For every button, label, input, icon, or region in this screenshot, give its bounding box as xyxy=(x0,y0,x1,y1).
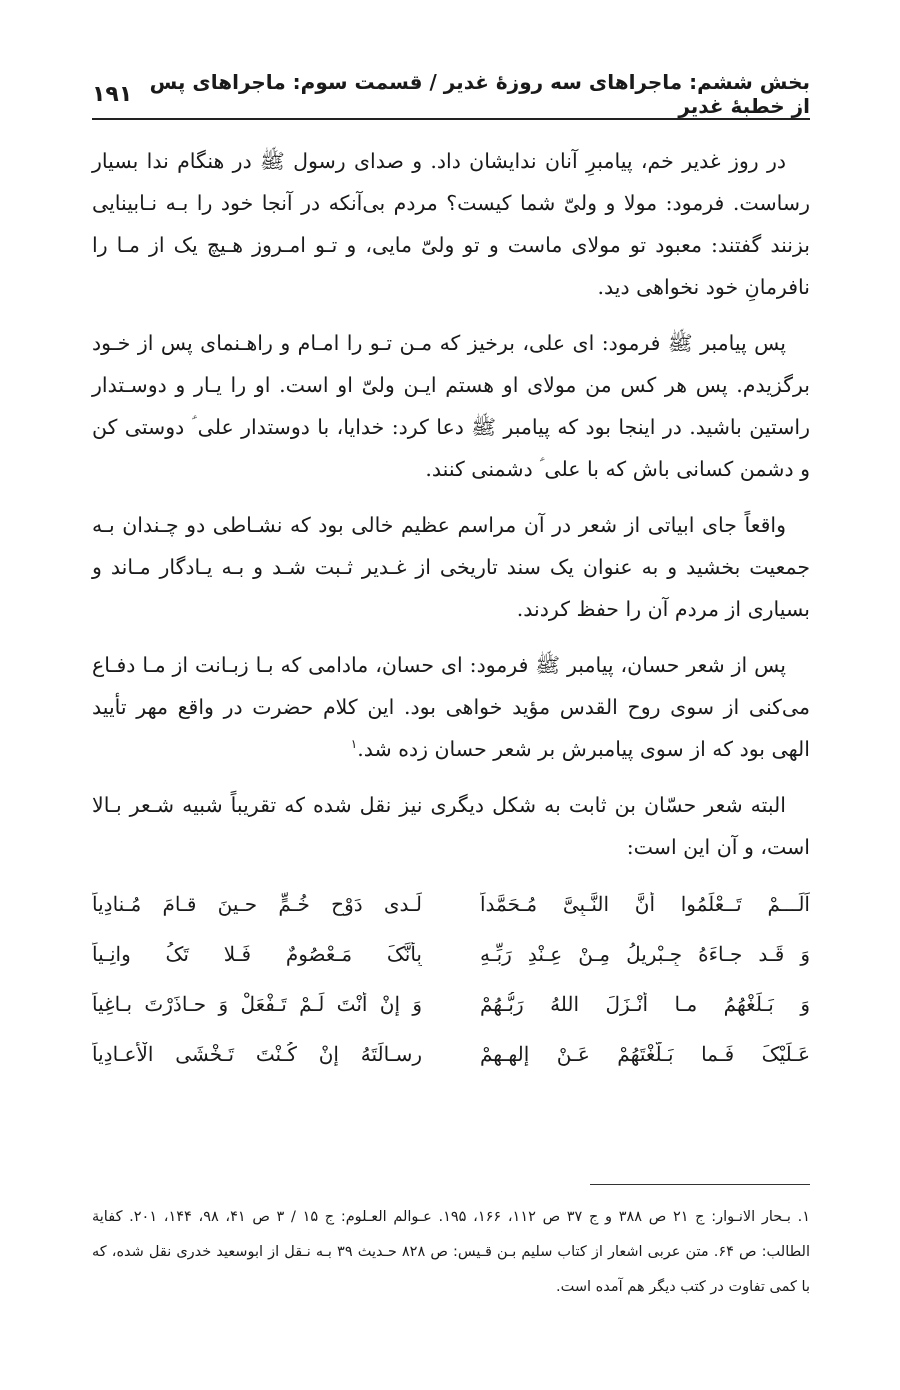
poem-verse xyxy=(92,882,810,926)
hemistich-right: عَـلَیْکَ فَـما بَـلَّغْتَهُمْ عَـنْ إِلهِـهِمْ xyxy=(480,1042,810,1066)
poem-verse xyxy=(92,932,810,976)
hemistich-left: رِسـالَتَهُ إِنْ کُـنْتَ تَـخْشَی الْأَعـادِیاً xyxy=(92,1042,422,1066)
paragraph: پس پیامبر ﷺ فرمود: ای علی، برخیز که مـن تـو را امـام و راهـنمای پس از خـود برگزیدم. پس هر کس من مولای او هستم ایـن ولیّ او است. او را یـار و دوسـتدار راستین باشید. در اینجا بود که پیامبر ﷺ دعا کرد: خدایا، با دوستدار علی ؑ دوستی کن و دشمن کسانی باش که با علی ؑ دشمنی کنند. xyxy=(92,331,810,481)
body-text xyxy=(92,140,810,1076)
hemistich-right: اَلَـــمْ تَــعْلَمُوا أَنَّ النَّـبِیَّ مُـحَمَّداً xyxy=(480,892,810,916)
footnote-marker: ۱ xyxy=(350,737,358,752)
poem-verse xyxy=(92,1032,810,1076)
page xyxy=(92,0,810,1390)
hemistich-left: لَـدی دَوْحِ خُـمٍّ حـینَ قـامَ مُـنادِیاً xyxy=(92,892,422,916)
hemistich-left: وَ إِنْ أَنْتَ لَـمْ تَـفْعَلْ وَ حـاذَرْتَ بـاغِیاً xyxy=(92,992,422,1016)
running-header xyxy=(92,70,810,118)
hemistich-left: بِأَنَّکَ مَـعْصُومٌ فَـلا تَکُ وانِـیاً xyxy=(92,942,422,966)
footnote: ۱. بـحار الانـوار: ج ۲۱ ص ۳۸۸ و ج ۳۷ ص ۱۱۲، ۱۶۶، ۱۹۵. عـوالم العـلوم: ج ۱۵ / ۳ ص ۴۱، ۹۸، ۱۴۴، ۲۰۱. کفایة الطالب: ص ۶۴. متن عربی اشعار از کتاب سلیم بـن قـیس: ص ۸۲۸ حـدیث ۳۹ بـه نـقل از ابوسعید خدری نقل شده، که با کمی تفاوت در کتب دیگر هم آمده است. xyxy=(92,1209,810,1295)
page-number: ۱۹۱ xyxy=(92,81,133,107)
footnote-rule xyxy=(590,1184,810,1185)
hemistich-right: وَ قَـد جـاءَهُ جِـبْرِیلُ مِـنْ عِـنْدِ رَبِّـهِ xyxy=(480,942,810,966)
paragraph: در روز غدیر خم، پیامبرِ آنان ندایشان داد. و صدای رسول ﷺ در هنگام ندا بسیار رساست. فرمود: مولا و ولیّ شما کیست؟ مردم بی‌آنکه در آنجا خود را بـه نـابینایی بزنند گفتند: معبود تو مولای ماست و تو ولیّ مایی، و تـو امـروز هـیچ یک از مـا را نافرمانِ خود نخواهی دید. xyxy=(92,149,810,299)
paragraph: واقعاً جای ابیاتی از شعر در آن مراسم عظیم خالی بود که نشـاطی دو چـندان بـه جمعیت بخشید و به عنوان یک سند تاریخی از غـدیر ثـبت شـد و بـه یـادگار مـاند و بسیاری از مردم آن را حفظ کردند. xyxy=(92,513,810,621)
poem xyxy=(92,882,810,1076)
header-rule xyxy=(92,118,810,120)
paragraph: البته شعر حسّان بن ثابت به شکل دیگری نیز نقل شده که تقریباً شبیه شـعر بـالا است، و آن این است: xyxy=(92,793,810,859)
hemistich-right: وَ بَـلِّغْهُمُ مـا أَنْـزَلَ اللهُ رَبُّـهُمْ xyxy=(480,992,810,1016)
footnotes xyxy=(92,1200,810,1305)
header-title: بخش ششم: ماجراهای سه روزهٔ غدیر / قسمت سوم: ماجراهای پس از خطبهٔ غدیر xyxy=(149,70,810,118)
poem-verse xyxy=(92,982,810,1026)
paragraph: پس از شعر حسان، پیامبر ﷺ فرمود: ای حسان، مادامی که بـا زبـانت از مـا دفـاع می‌کنی از سوی روح القدس مؤید خواهی بود. این کلام حضرت در واقع مهر تأیید الهی بود که از سوی پیامبرش بر شعر حسان زده شد.$^۱$ xyxy=(92,653,810,761)
